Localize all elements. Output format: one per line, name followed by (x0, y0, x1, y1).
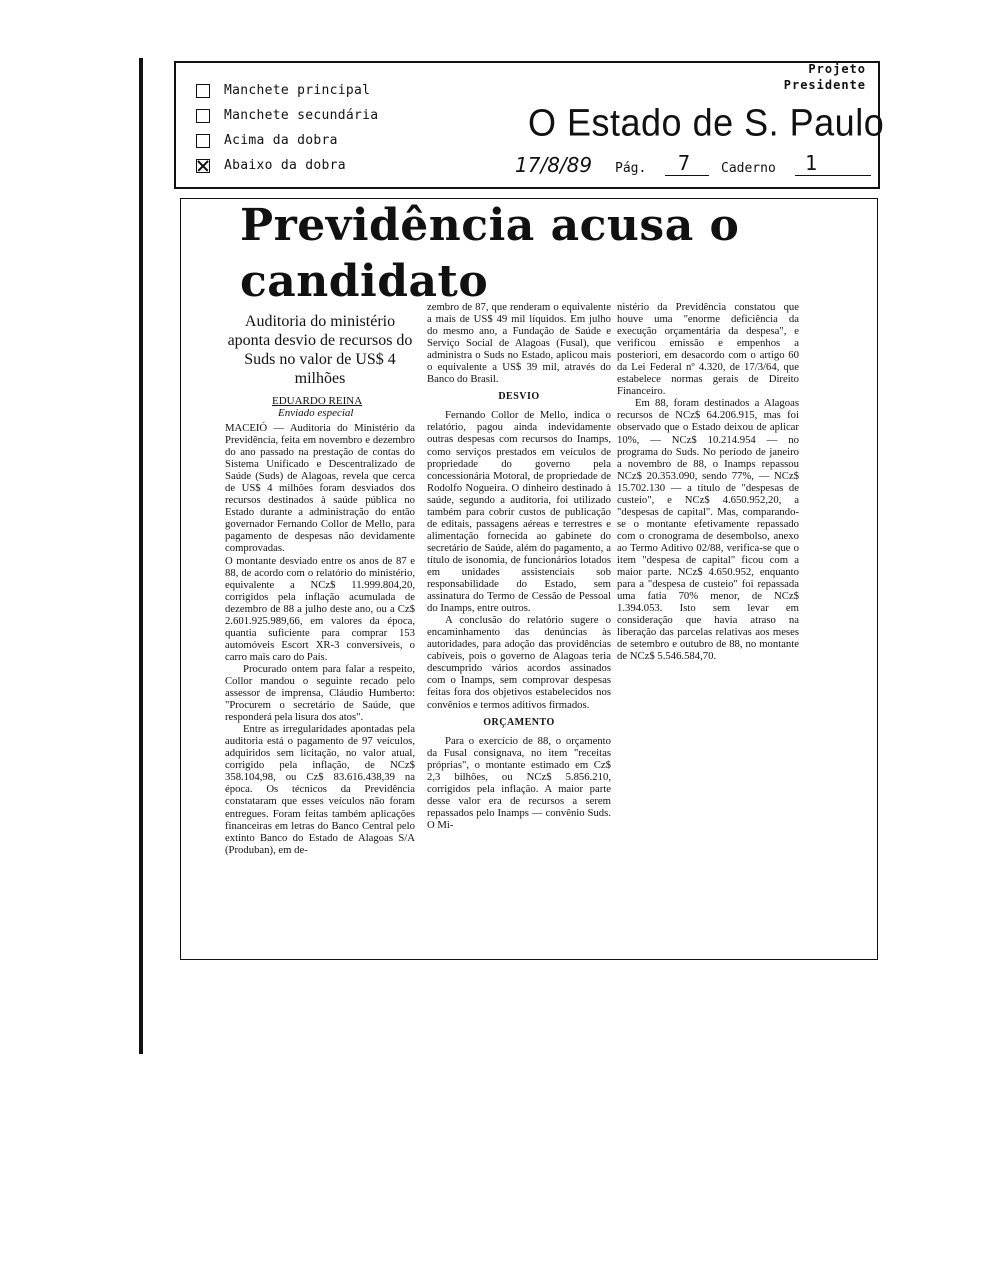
page-number: 7 (678, 151, 691, 175)
subheadline: Auditoria do ministério aponta desvio de recursos do Suds no valor de US$ 4 milhões (227, 313, 413, 387)
page-label: Pág. (615, 161, 647, 176)
article-column-1 (225, 422, 415, 856)
article-column-2 (427, 301, 611, 831)
paragraph: Entre as irregularidades apontadas pela auditoria está o pagamento de 97 veículos, adquiridos sem licitação, no valor atual, corrigido pela inflação, de NCz$ 358.104,98, ou Cz$ 83.616.438,39 na época. Os técnicos da Previdência constataram que esses veículos não foram entregues. Foram feitas também aplicações financeiras em letras do Banco Central pelo extinto Banco do Estado de Alagoas S/A (Produban), em de- (225, 723, 415, 856)
margin-bar (139, 58, 143, 1054)
paragraph: zembro de 87, que renderam o equivalente a mais de US$ 49 mil líquidos. Em julho do mesmo ano, a Fundação de Saúde e Serviço Social de Alagoas (Fusal), que administra o Suds no Estado, aplicou mais o equivalente a US$ 39 mil, através do Banco do Brasil. (427, 301, 611, 386)
section-underline (795, 175, 871, 176)
newspaper-name: O Estado de S. Paulo (528, 100, 885, 144)
checklist-label: Manchete principal (224, 83, 371, 98)
project-line: Presidente (783, 78, 866, 92)
paragraph: O montante desviado entre os anos de 87 e 88, de acordo com o relatório do ministério, equivalente a NCz$ 11.999.804,20, corrigidos pela inflação acumulada de dezembro de 88 a julho deste ano, ou a Cz$ 2.601.925.989,66, em valores da época, quantia suficiente para comprar 153 automóveis Escort XR-3 conversíveis, o carro mais caro do País. (225, 554, 415, 663)
checklist-item (196, 153, 378, 178)
project-label (784, 61, 866, 93)
checkbox-icon[interactable] (196, 109, 210, 123)
checklist-label: Abaixo da dobra (224, 158, 346, 173)
paragraph: Em 88, foram destinados a Alagoas recursos de NCz$ 64.206.915, mas foi observado que o Estado deixou de aplicar 10%, — NCz$ 10.214.954 — no programa do Suds. No período de janeiro a novembro de 88, o Inamps repassou NCz$ 20.353.090, sendo 77%, — NCz$ 15.702.130 — a título de "despesas de custeio", e NCz$ 4.650.952,20, a "despesas de capital". Mas, comparando-se o montante efetivamente repassado com o cronograma de desembolso, anexo ao Termo Aditivo 02/88, verifica-se que o item "despesa de capital" ficou com a maior parte. NCz$ 4.650.952, enquanto para a "despesa de custeio" foi repassada uma fatia 70% menor, de NCz$ 1.394.053. Isto sem levar em consideração que havia atraso na liberação das parcelas relativas aos meses de setembro e outubro de 88, no montante de NCz$ 5.546.584,70. (617, 397, 799, 663)
paragraph: Para o exercício de 88, o orçamento da Fusal consignava, no item "receitas próprias", o montante estimado em Cz$ 2,3 bilhões, ou NCz$ 5.856.210, corrigidos pela inflação. A maior parte desse valor era de recursos a serem repassados pelo Inamps — convênio Suds. O Mi- (427, 734, 611, 831)
paragraph: A conclusão do relatório sugere o encaminhamento das denúncias às autoridades, para adoção das providências cabíveis, pois o governo de Alagoas teria descumprido vários acordos assinados com o Inamps, sem comprovar despesas feitas fora dos objetivos estabelecidos nos convênios e termos aditivos firmados. (427, 614, 611, 711)
checklist-item (196, 103, 378, 128)
intertitle: DESVIO (498, 391, 540, 403)
checkbox-icon[interactable] (196, 134, 210, 148)
byline (272, 395, 362, 419)
project-line: Projeto (808, 62, 866, 76)
article-column-3 (617, 301, 799, 662)
intertitle: ORÇAMENTO (483, 716, 555, 728)
paragraph: nistério da Previdência constatou que houve uma "enorme deficiência da execução orçamentária da despesa", e verificou emissão e empenhos a posteriori, em desacordo com o artigo 60 da Lei Federal nº 4.320, de 17/3/64, que estabelece normas gerais de Direito Financeiro. (617, 301, 799, 398)
checklist-item (196, 128, 378, 153)
author-role: Enviado especial (278, 407, 354, 419)
clipping-date: 17/8/89 (515, 153, 593, 177)
section-label: Caderno (721, 161, 776, 176)
paragraph: Procurado ontem para falar a respeito, Collor mandou o seguinte recado pelo assessor de imprensa, Cláudio Humberto: "Procurem o secretário de Saúde, que responderá pela lisura dos atos". (225, 662, 415, 724)
checklist-label: Manchete secundária (224, 108, 379, 123)
author-name: EDUARDO REINA (272, 395, 363, 407)
paragraph: Fernando Collor de Mello, indica o relatório, pagou ainda indevidamente outras despesas com recursos do Inamps, como serviços prestados em veículos de propriedade do governo pela concessionária Motoral, de propriedade de Rodolfo Nogueira. O dinheiro destinado à saúde, segundo a auditoria, foi utilizado também para cobrir custos de publicação de editais, passagens aéreas e terrestres e alimentação fornecida ao gabinete do secretário de Saúde, além do pagamento, a título de isonomia, de funcionários lotados em unidades assistenciais sob responsabilidade do Estado, sem assinatura do Termo de Cessão de Pessoal do Inamps, entre outros. (427, 409, 611, 615)
placement-checklist (196, 78, 378, 178)
checklist-item (196, 78, 378, 103)
page-underline (665, 175, 709, 176)
headline: Previdência acusa o candidato (240, 200, 740, 307)
section-number: 1 (805, 151, 818, 175)
checked-checkbox-icon[interactable] (196, 159, 210, 173)
checklist-label: Acima da dobra (224, 133, 338, 148)
checkbox-icon[interactable] (196, 84, 210, 98)
paragraph: MACEIÓ — Auditoria do Ministério da Previdência, feita em novembro e dezembro do ano passado na prestação de contas do Sistema Unificado e Descentralizado de Saúde (Suds) de Alagoas, revela que cerca de US$ 4 milhões foram desviados dos recursos destinados à saúde pública no Estado durante a administração do então governador Fernando Collor de Mello, para pagamento de despesas não devidamente comprovadas. (225, 422, 415, 555)
